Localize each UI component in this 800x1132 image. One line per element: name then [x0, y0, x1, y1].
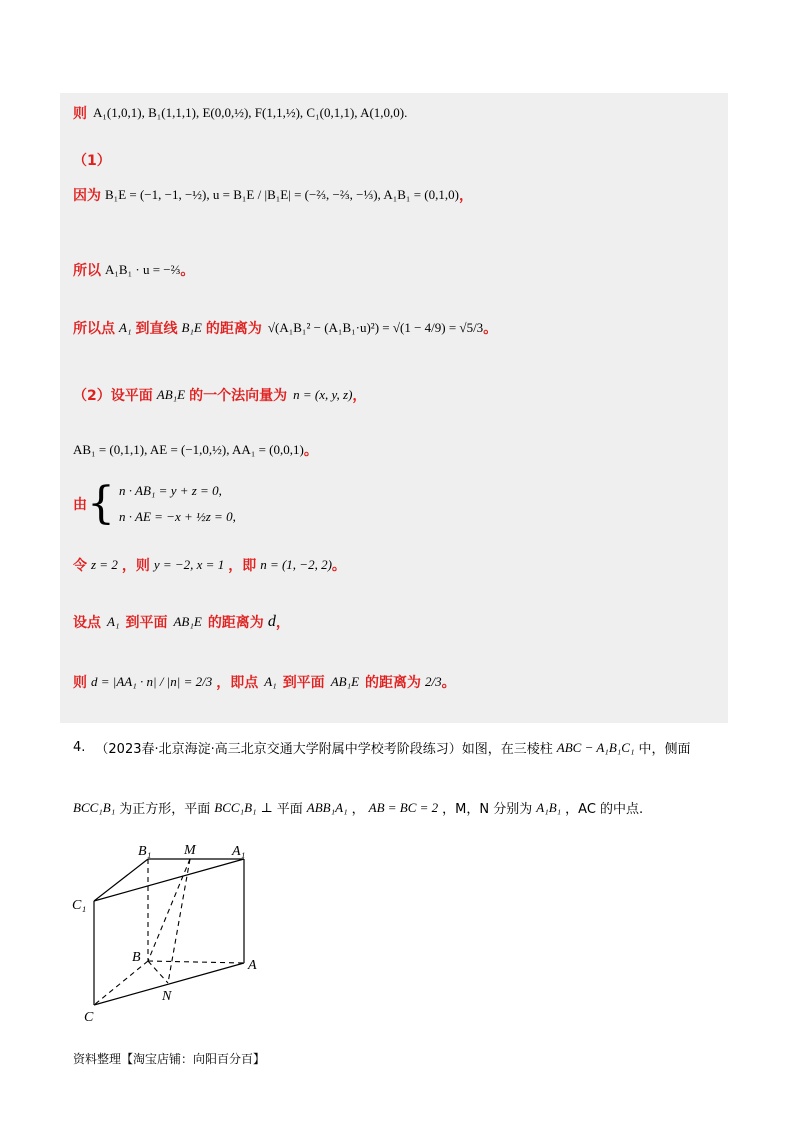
- side-face-text: 中，侧面: [638, 742, 691, 757]
- normal-vector-expr: n = (x, y, z): [293, 387, 353, 402]
- so-text: 所以: [73, 263, 101, 279]
- plane-ab1e: AB₁E: [156, 387, 186, 402]
- label-n: N: [162, 989, 172, 1004]
- vectors-line: AB₁ = (0,1,1), AE = (−1,0,½), AA₁ = (0,0,1): [73, 442, 304, 457]
- equation-1: n · AB₁ = y + z = 0,: [119, 483, 222, 498]
- part1-label-row: [73, 150, 111, 170]
- set-point-text: 设点: [73, 615, 101, 631]
- part1-label: （1）: [73, 153, 111, 169]
- plane-word: 平面: [276, 802, 303, 817]
- line-b1e: B₁E: [181, 320, 202, 335]
- plane-ab1e: AB₁E: [330, 674, 360, 689]
- comma: ，: [351, 802, 365, 817]
- prism-name: ABC − A₁B₁C₁: [556, 739, 635, 755]
- edge-b-c: [94, 961, 148, 1005]
- prism-figure: [70, 835, 270, 1025]
- question4-line1: [73, 738, 690, 757]
- period: 。: [483, 321, 498, 337]
- period: 。: [303, 443, 318, 459]
- dot-product: A₁B₁ · u = −⅔: [105, 262, 181, 277]
- distance-expression: √(A₁B₁² − (A₁B₁·u)²) = √(1 − 4/9) = √5/3: [267, 320, 484, 335]
- footer: [73, 1050, 265, 1067]
- coords-prefix: 则: [73, 106, 87, 122]
- point-a1: A₁: [264, 674, 277, 689]
- part1-because-row: [73, 185, 473, 205]
- label-c1: C₁: [72, 898, 87, 913]
- namely-text: ，即: [228, 558, 257, 574]
- part2-intro-row: [73, 385, 366, 405]
- then-text: ，则: [121, 558, 150, 574]
- to-line-text: 到直线: [135, 321, 178, 337]
- edge-b-a: [148, 961, 244, 963]
- final-result-row: [73, 672, 456, 692]
- distance-is-text: 的距离为: [365, 675, 422, 691]
- so-point-text: 所以点: [73, 321, 115, 337]
- period: 。: [441, 675, 456, 691]
- label-a: A: [248, 958, 257, 973]
- ab-bc-equation: AB = BC = 2: [368, 799, 439, 815]
- segment-a1b1: A₁B₁: [536, 799, 562, 815]
- perpendicular-symbol: ⊥: [260, 799, 273, 815]
- vector-b1e: B₁E = (−1, −1, −½), u = B₁E / |B₁E| = (−⅔, −⅔, −⅓), A₁B₁ = (0,1,0): [105, 187, 459, 202]
- normal-vector-value: n = (1, −2, 2): [260, 557, 332, 572]
- normal-vector-text: 的一个法向量为: [189, 388, 288, 404]
- plane-abb1a1: ABB₁A₁: [306, 799, 348, 815]
- label-b: B: [132, 950, 141, 965]
- question-source: （2023春·北京海淀·高三北京交通大学附属中学校考阶段练习）如图，在三棱柱: [95, 742, 553, 757]
- plane-ab1e: AB₁E: [173, 614, 202, 629]
- then-text: 则: [73, 675, 87, 691]
- final-answer: 2/3: [425, 674, 442, 689]
- label-c: C: [84, 1010, 94, 1025]
- d-expression: d = |AA₁ · n| / |n| = 2/3: [91, 674, 213, 689]
- part2-vectors-row: [73, 440, 318, 460]
- z-value: z = 2: [91, 557, 118, 572]
- distance-is-text: 的距离为: [205, 321, 262, 337]
- mn-text: ，M，N 分别为: [442, 802, 533, 817]
- from-text: 由: [73, 497, 87, 513]
- part2-label: （2）设平面: [73, 388, 153, 404]
- is-square-text: 为正方形，平面: [119, 802, 211, 817]
- because-text: 因为: [73, 188, 101, 204]
- part1-dot-row: [73, 260, 194, 280]
- edge-b1-c1: [94, 859, 148, 901]
- point-a1: A₁: [119, 320, 132, 335]
- comma: ，: [458, 188, 473, 204]
- namely-point-text: ，即点: [216, 675, 259, 691]
- question-number: 4.: [73, 740, 86, 755]
- to-plane-text: 到平面: [282, 675, 325, 691]
- comma: ，: [352, 388, 367, 404]
- label-a1: A₁: [232, 844, 246, 859]
- label-m: M: [184, 843, 196, 858]
- d-symbol: d: [267, 613, 276, 630]
- face-bcc1b1: BCC₁B₁: [73, 799, 116, 815]
- coords-text: A₁(1,0,1), B₁(1,1,1), E(0,0,½), F(1,1,½), C₁(0,1,1), A(1,0,0).: [93, 105, 408, 120]
- let-text: 令: [73, 558, 87, 574]
- period: 。: [180, 263, 195, 279]
- to-plane-text: 到平面: [125, 615, 168, 631]
- footer-text: 资料整理【淘宝店铺：向阳百分百】: [73, 1052, 266, 1066]
- ac-midpoint-text: ，AC 的中点.: [565, 802, 644, 817]
- part1-dist-row: [73, 318, 497, 338]
- set-distance-row: [73, 612, 290, 632]
- edge-c1-a1: [94, 859, 244, 901]
- let-z-row: [73, 555, 346, 575]
- question4-line2: [73, 798, 643, 817]
- distance-is-text: 的距离为: [207, 615, 264, 631]
- label-b1: B₁: [138, 844, 152, 859]
- segment-b-n: [148, 961, 168, 983]
- left-brace: {: [87, 478, 115, 529]
- point-a1: A₁: [107, 614, 120, 629]
- comma: ，: [275, 615, 290, 631]
- coords-line: [73, 103, 407, 123]
- period: 。: [331, 558, 346, 574]
- y-x-values: y = −2, x = 1: [153, 557, 225, 572]
- equation-2: n · AE = −x + ½z = 0,: [119, 509, 236, 524]
- equations: [119, 478, 236, 530]
- segment-m-b: [148, 859, 190, 961]
- plane-bcc1b1: BCC₁B₁: [214, 799, 257, 815]
- equation-system: [73, 478, 236, 530]
